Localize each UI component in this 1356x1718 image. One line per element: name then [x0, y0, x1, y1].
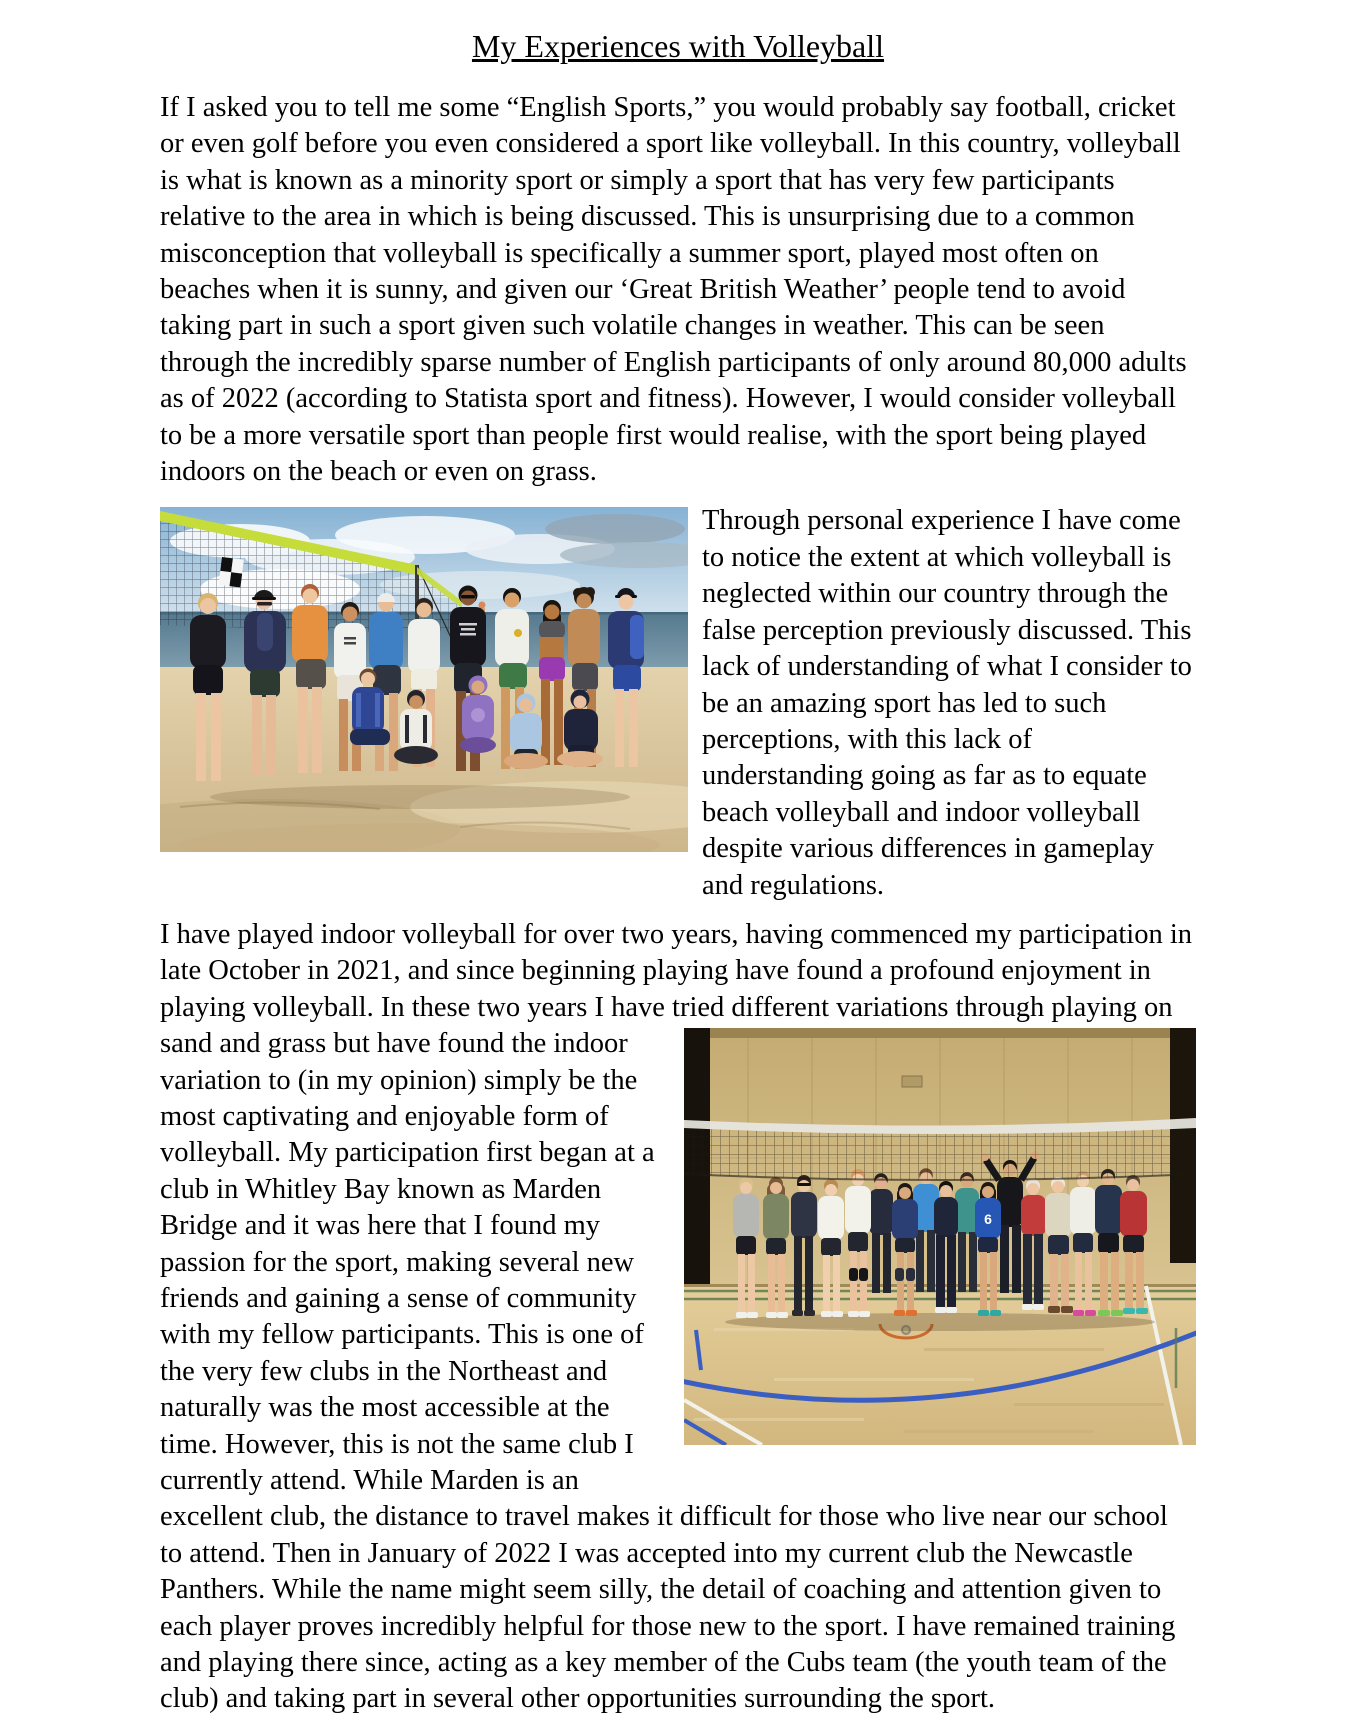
jersey-number: 6: [984, 1211, 992, 1228]
indoor-volleyball-photo: [684, 1028, 1196, 1445]
beach-photo-art: [160, 507, 688, 852]
wall-top: [684, 1028, 1196, 1038]
paragraph-beach-text: Through personal experience I have come to notice the extent at which volleyball is neglected within our country through the false perception previously discussed. This lack of understanding of what I consider to be an amazing sport has led to such perceptions, with this lack of understanding going as far as to equate beach volleyball and indoor volleyball despite various differences in gameplay and regulations.: [702, 505, 1192, 901]
checkered-flag: [219, 557, 244, 587]
paragraph-indoor-text: sand and grass but have found the indoor variation to (in my opinion) simply be the most captivating and enjoyable form of volleyball. My participation first began at a club in Whitley Bay known as Marden Bridge and it was here that I found my passion for the sport, making several new friends and gaining a sense of community with my fellow participants. This is one of the very few clubs in the Northeast and naturally was the most accessible at the time. However, this is not the same club I currently attend. While Marden is an excellent club, the distance to travel makes it difficult for those who live near our school to attend. Then in January of 2022 I was accepted into my current club the Newcastle Panthers. While the name might seem silly, the detail of coaching and attention given to each player proves incredibly helpful for those new to the sport. I have remained training and playing there since, acting as a key member of the Cubs team (the youth team of the club) and taking part in several other opportunities surrounding the sport.: [160, 1028, 1176, 1715]
paragraph-indoor: [160, 1026, 1196, 1718]
wall-vent: [902, 1076, 922, 1087]
indoor-photo-art: [684, 1028, 1196, 1445]
paragraph-beach: [160, 503, 1196, 903]
paragraph-intro: If I asked you to tell me some “English Sports,” you would probably say football, cricket or even golf before you even considered a sport like volleyball. In this country, volleyball is what is known as a minority sport or simply a sport that has very few participants relative to the area in which is being discussed. This is unsurprising due to a common misconception that volleyball is specifically a summer sport, played most often on beaches when it is sunny, and given our ‘Great British Weather’ people tend to avoid taking part in such a sport given such volatile changes in weather. This can be seen through the incredibly sparse number of English participants of only around 80,000 adults as of 2022 (according to Statista sport and fitness). However, I would consider volleyball to be a more versatile sport than people first would realise, with the sport being played indoors on the beach or even on grass.: [160, 92, 1187, 488]
beach-volleyball-photo: [160, 507, 688, 852]
page-title: My Experiences with Volleyball: [471, 28, 885, 64]
paragraph-indoor-intro: I have played indoor volleyball for over two years, having commenced my participation in late October in 2021, and since beginning playing have found a profound enjoyment in playing volleyball. In these two years I have tried different variations through playing on: [160, 918, 1193, 1023]
indoor-net: [684, 1118, 1196, 1180]
